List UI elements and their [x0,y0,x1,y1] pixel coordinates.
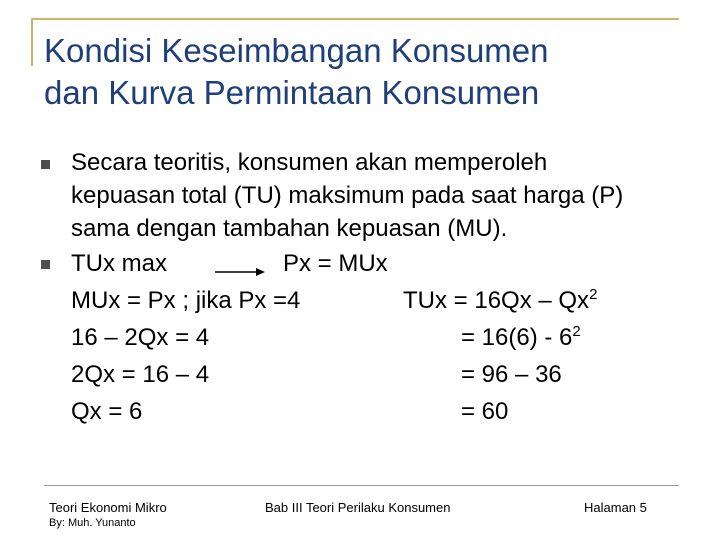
footer-left: Teori Ekonomi Mikro [49,500,167,515]
bullet1-line-2: kepuasan total (TU) maksimum pada saat harga (P) [71,182,624,209]
footer-left-sub: By: Muh. Yunanto [49,517,136,529]
bullet2-left: TUx max [71,250,167,277]
derivation-right-2 [461,323,581,353]
derivation-left-2: 16 – 2Qx = 4 [71,324,210,351]
derivation-left-1: MUx = Px ; jika Px =4 [71,287,301,314]
title-rule-top [31,18,679,20]
slide-title-line-1: Kondisi Keseimbangan Konsumen [44,32,549,69]
footer-center: Bab III Teori Perilaku Konsumen [265,500,451,515]
bullet1-line-1: Secara teoritis, konsumen akan memperoleh [71,149,548,176]
derivation-right-1 [403,286,597,316]
derivation-right-1-sup: 2 [589,286,598,303]
derivation-left-3: 2Qx = 16 – 4 [71,361,210,388]
square-bullet-icon [41,160,50,169]
derivation-right-2-text: = 16(6) - 6 [461,324,573,351]
bullet1-line-3: sama dengan tambahan kepuasan (MU). [71,215,508,242]
derivation-right-3 [461,360,562,390]
title-rule-left [31,18,33,66]
derivation-right-3-text: = 96 – 36 [461,361,562,388]
slide-title-line-2: dan Kurva Permintaan Konsumen [44,74,540,111]
footer-divider [44,485,679,486]
footer-page-number: Halaman 5 [584,500,647,515]
derivation-right-4 [461,397,508,427]
right-arrow-icon [215,266,265,278]
derivation-right-4-text: = 60 [461,398,509,425]
bullet2-right: Px = MUx [283,250,388,277]
derivation-right-1-text: TUx = 16Qx – Qx [403,287,590,314]
square-bullet-icon [41,260,50,269]
slide-title [44,30,684,114]
derivation-left-4: Qx = 6 [71,398,143,425]
derivation-right-2-sup: 2 [572,323,581,340]
